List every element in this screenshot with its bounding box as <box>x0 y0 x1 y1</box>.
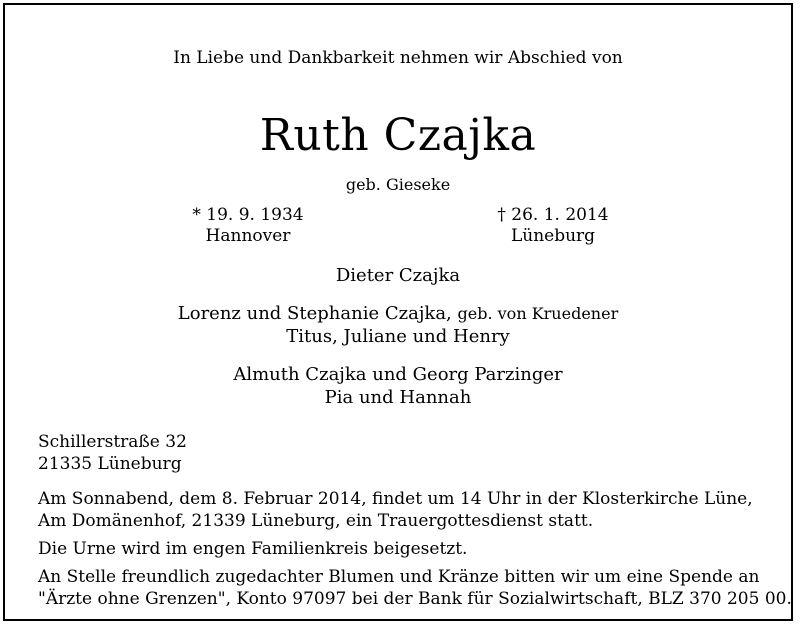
donation-line-1: An Stelle freundlich zugedachter Blumen und Kränze bitten wir um eine Spende an <box>38 567 760 587</box>
service-line-1: Am Sonnabend, dem 8. Februar 2014, findet um 14 Uhr in der Klosterkirche Lüne, <box>38 489 753 509</box>
death-date: † 26. 1. 2014 <box>497 205 609 225</box>
maiden-name: geb. Gieseke <box>345 175 451 194</box>
intro-line: In Liebe und Dankbarkeit nehmen wir Abschied von <box>173 48 623 68</box>
address-city: 21335 Lüneburg <box>38 454 182 474</box>
obituary-notice <box>3 3 793 621</box>
birth-date: * 19. 9. 1934 <box>192 205 304 225</box>
deceased-name: Ruth Czajka <box>259 110 537 161</box>
family-line-1: Dieter Czajka <box>335 265 461 286</box>
service-line-2: Am Domänenhof, 21339 Lüneburg, ein Trauergottesdienst statt. <box>38 511 594 531</box>
birth-place: Hannover <box>205 226 291 246</box>
death-place: Lüneburg <box>510 226 596 246</box>
family-line-3: Titus, Juliane und Henry <box>286 326 510 347</box>
donation-line-2: "Ärzte ohne Grenzen", Konto 97097 bei der Bank für Sozialwirtschaft, BLZ 370 205 00. <box>38 589 792 609</box>
family-line-4: Almuth Czajka und Georg Parzinger <box>233 364 563 385</box>
family-line-2-note: geb. von Kruedener <box>457 304 619 323</box>
family-line-2 <box>5 303 791 324</box>
urn-notice: Die Urne wird im engen Familienkreis beigesetzt. <box>38 539 468 559</box>
family-line-5: Pia und Hannah <box>324 387 472 408</box>
family-line-2-main: Lorenz und Stephanie Czajka, <box>177 303 452 324</box>
address-street: Schillerstraße 32 <box>38 432 187 452</box>
